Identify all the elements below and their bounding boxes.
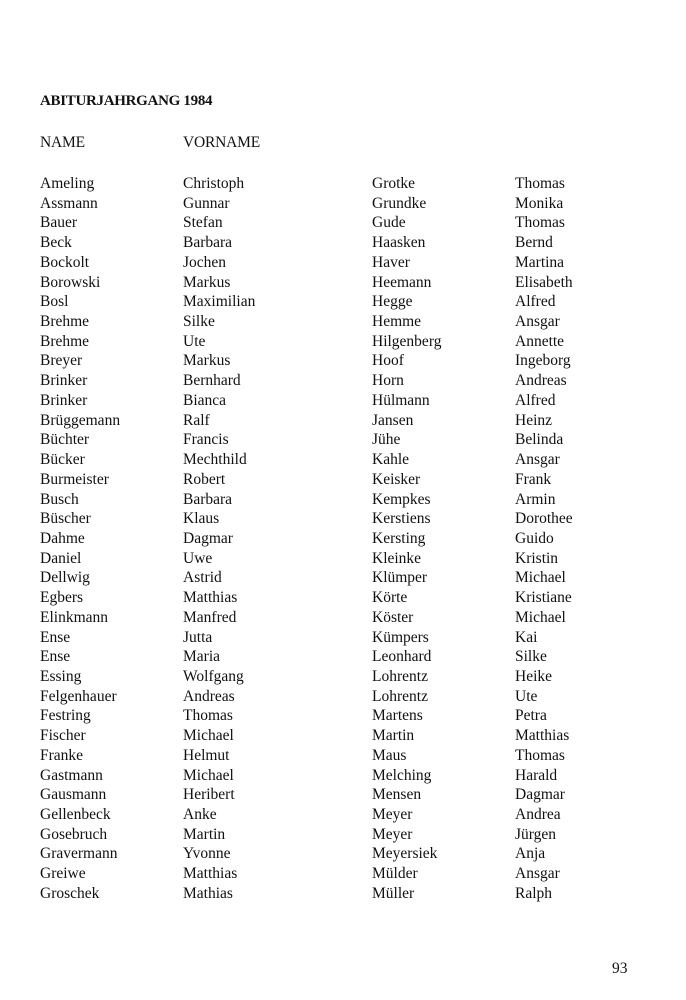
surname-entry: Mensen: [372, 786, 422, 804]
firstname-entry: Astrid: [183, 569, 222, 587]
firstname-entry: Thomas: [183, 707, 233, 725]
firstname-entry: Matthias: [515, 727, 570, 745]
firstname-entry: Yvonne: [183, 845, 231, 863]
firstname-entry: Francis: [183, 431, 229, 449]
surname-entry: Brehme: [40, 313, 90, 331]
surname-entry: Essing: [40, 667, 82, 685]
firstname-entry: Andreas: [183, 687, 235, 705]
surname-entry: Keisker: [372, 470, 421, 488]
firstname-entry: Maria: [183, 648, 221, 666]
firstname-entry: Heike: [515, 667, 553, 685]
firstname-entry: Michael: [515, 608, 566, 626]
surname-entry: Bauer: [40, 214, 78, 232]
firstname-entry: Klaus: [183, 510, 220, 528]
page-number: 93: [612, 960, 628, 977]
column-header-vorname: VORNAME: [183, 134, 260, 151]
firstname-entry: Mathias: [183, 884, 233, 902]
firstname-entry: Andrea: [515, 806, 561, 823]
surname-entry: Hegge: [372, 293, 413, 311]
surname-entry: Breyer: [40, 352, 83, 370]
firstname-entry: Heribert: [183, 786, 235, 804]
firstname-entry: Ralph: [515, 884, 553, 902]
firstname-entry: Barbara: [183, 234, 233, 252]
surname-entry: Egbers: [40, 589, 84, 607]
firstname-entry: Silke: [183, 313, 215, 331]
firstname-entry: Mechthild: [183, 451, 247, 469]
firstname-entry: Annette: [515, 332, 565, 350]
surname-entry: Grotke: [372, 175, 416, 192]
surname-entry: Brehme: [40, 332, 90, 350]
surname-entry: Melching: [372, 766, 432, 784]
surname-entry: Bosl: [40, 293, 69, 311]
firstname-entry: Maximilian: [183, 293, 256, 311]
surname-entry: Meyersiek: [372, 845, 438, 863]
firstname-entry: Bianca: [183, 391, 227, 409]
surname-entry: Horn: [372, 372, 404, 390]
surname-entry: Jühe: [372, 431, 401, 449]
firstname-entry: Barbara: [183, 490, 233, 508]
firstname-entry: Matthias: [183, 865, 238, 883]
firstname-entry: Ute: [515, 687, 538, 705]
surname-entry: Haver: [372, 253, 410, 271]
firstname-entry: Martina: [515, 253, 565, 271]
firstname-entry: Dorothee: [515, 510, 573, 528]
firstname-entry: Ansgar: [515, 313, 560, 331]
surname-entry: Ameling: [40, 175, 95, 192]
surname-entry: Felgenhauer: [40, 687, 117, 705]
surname-entry: Meyer: [372, 806, 413, 823]
firstname-entry: Thomas: [515, 746, 565, 764]
firstname-entry: Ralf: [183, 411, 210, 429]
firstname-entry: Kai: [515, 628, 538, 646]
firstname-entry: Dagmar: [515, 786, 565, 804]
surname-entry: Ense: [40, 648, 71, 666]
surname-entry: Körte: [372, 589, 408, 607]
surname-entry: Busch: [40, 490, 79, 508]
firstname-entry: Elisabeth: [515, 273, 573, 291]
firstname-entry: Ingeborg: [515, 352, 571, 370]
firstname-entry: Kristin: [515, 549, 559, 567]
firstname-entry: Gunnar: [183, 194, 230, 212]
firstname-entry: Belinda: [515, 431, 564, 449]
firstname-entry: Bernhard: [183, 372, 241, 390]
firstname-entry: Alfred: [515, 391, 556, 409]
firstname-column-right: [515, 174, 573, 904]
surname-entry: Kerstiens: [372, 510, 431, 528]
surname-entry: Martin: [372, 727, 415, 745]
surname-entry: Brüggemann: [40, 411, 121, 429]
surname-entry: Hilgenberg: [372, 332, 442, 350]
firstname-entry: Bernd: [515, 234, 553, 252]
surname-entry: Gausmann: [40, 786, 107, 804]
firstname-entry: Michael: [183, 727, 234, 745]
firstname-entry: Petra: [515, 707, 547, 725]
surname-entry: Müller: [372, 884, 415, 902]
surname-entry: Grundke: [372, 194, 427, 212]
surname-entry: Lohrentz: [372, 667, 428, 685]
firstname-entry: Matthias: [183, 589, 238, 607]
surname-entry: Jansen: [372, 411, 414, 429]
surname-entry: Franke: [40, 746, 84, 764]
firstname-entry: Markus: [183, 273, 231, 291]
surname-entry: Lohrentz: [372, 687, 428, 705]
surname-entry: Mülder: [372, 865, 418, 883]
firstname-entry: Christoph: [183, 175, 245, 192]
surname-entry: Büscher: [40, 510, 91, 528]
firstname-entry: Manfred: [183, 608, 237, 626]
firstname-entry: Andreas: [515, 372, 567, 390]
surname-entry: Bücker: [40, 451, 85, 469]
surname-entry: Gastmann: [40, 766, 103, 784]
surname-entry: Greiwe: [40, 865, 86, 883]
surname-entry: Kempkes: [372, 490, 431, 508]
surname-entry: Daniel: [40, 549, 82, 567]
firstname-entry: Wolfgang: [183, 667, 244, 685]
surname-entry: Elinkmann: [40, 608, 109, 626]
surname-entry: Brinker: [40, 391, 88, 409]
firstname-entry: Jochen: [183, 253, 227, 271]
firstname-entry: Thomas: [515, 175, 565, 192]
firstname-entry: Harald: [515, 766, 558, 784]
firstname-entry: Guido: [515, 529, 554, 547]
firstname-entry: Martin: [183, 825, 226, 843]
firstname-entry: Markus: [183, 352, 231, 370]
firstname-entry: Dagmar: [183, 529, 233, 547]
firstname-entry: Robert: [183, 470, 226, 488]
firstname-entry: Thomas: [515, 214, 565, 232]
firstname-entry: Anke: [183, 806, 217, 823]
surname-entry: Gravermann: [40, 845, 118, 863]
firstname-entry: Ansgar: [515, 865, 560, 883]
firstname-entry: Alfred: [515, 293, 556, 311]
surname-entry: Assmann: [40, 194, 98, 212]
surname-entry: Gellenbeck: [40, 806, 111, 823]
firstname-entry: Helmut: [183, 746, 230, 764]
firstname-entry: Armin: [515, 490, 556, 508]
surname-entry: Kümpers: [372, 628, 429, 646]
surname-entry: Bockolt: [40, 253, 90, 271]
firstname-entry: Kristiane: [515, 589, 572, 607]
surname-entry: Gude: [372, 214, 406, 232]
firstname-entry: Stefan: [183, 214, 223, 232]
firstname-entry: Heinz: [515, 411, 553, 429]
surname-entry: Fischer: [40, 727, 86, 745]
surname-entry: Büchter: [40, 431, 90, 449]
firstname-entry: Frank: [515, 470, 552, 488]
surname-entry: Ense: [40, 628, 71, 646]
firstname-entry: Ute: [183, 332, 206, 350]
surname-entry: Groschek: [40, 884, 100, 902]
firstname-entry: Michael: [183, 766, 234, 784]
column-header-name: NAME: [40, 134, 85, 151]
firstname-entry: Jutta: [183, 628, 213, 646]
surname-entry: Köster: [372, 608, 414, 626]
surname-entry: Meyer: [372, 825, 413, 843]
firstname-entry: Jürgen: [515, 825, 557, 843]
surname-entry: Hoof: [372, 352, 404, 370]
surname-entry: Kersting: [372, 529, 426, 547]
surname-entry: Beck: [40, 234, 72, 252]
surname-entry: Heemann: [372, 273, 432, 291]
firstname-entry: Michael: [515, 569, 566, 587]
surname-entry: Maus: [372, 746, 407, 764]
surname-entry: Dellwig: [40, 569, 90, 587]
firstname-entry: Silke: [515, 648, 547, 666]
surname-entry: Dahme: [40, 529, 85, 547]
surname-entry: Burmeister: [40, 470, 109, 488]
surname-entry: Borowski: [40, 273, 101, 291]
surname-entry: Haasken: [372, 234, 426, 252]
surname-column-left: [40, 174, 120, 904]
page-title: ABITURJAHRGANG 1984: [40, 93, 213, 109]
surname-entry: Kleinke: [372, 549, 422, 567]
firstname-column-left: [183, 174, 255, 904]
surname-entry: Kahle: [372, 451, 410, 469]
surname-column-right: [372, 174, 441, 904]
surname-entry: Leonhard: [372, 648, 432, 666]
surname-entry: Brinker: [40, 372, 88, 390]
firstname-entry: Uwe: [183, 549, 213, 567]
surname-entry: Klümper: [372, 569, 428, 587]
firstname-entry: Monika: [515, 194, 564, 212]
surname-entry: Gosebruch: [40, 825, 108, 843]
firstname-entry: Anja: [515, 845, 546, 863]
surname-entry: Hemme: [372, 313, 422, 331]
firstname-entry: Ansgar: [515, 451, 560, 469]
surname-entry: Hülmann: [372, 391, 430, 409]
surname-entry: Martens: [372, 707, 423, 725]
surname-entry: Festring: [40, 707, 91, 725]
